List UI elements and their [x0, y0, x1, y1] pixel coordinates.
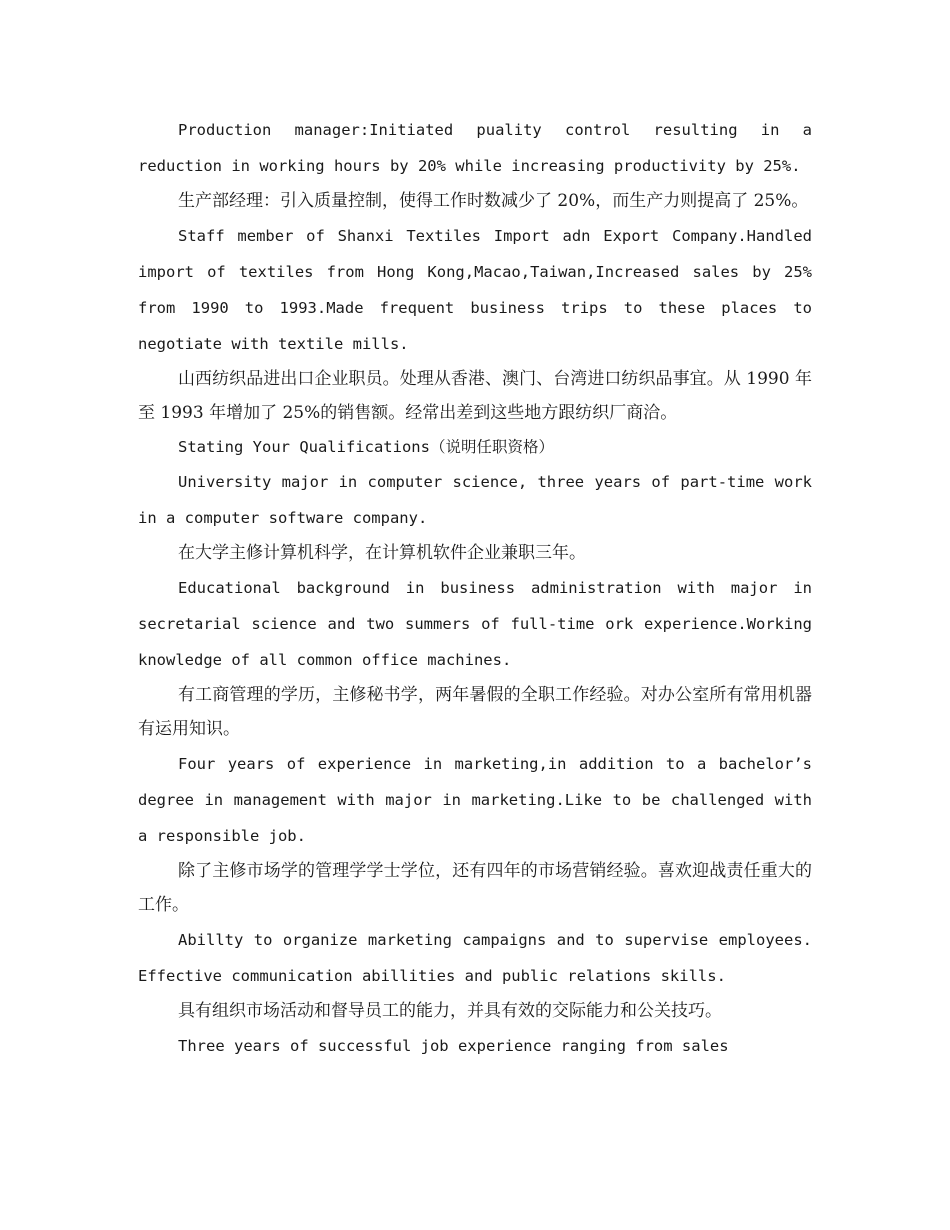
paragraph-computer-science-zh: 在大学主修计算机科学，在计算机软件企业兼职三年。 [178, 543, 586, 563]
paragraph-marketing-experience-en: Four years of experience in marketing,in addition to a bachelor’s degree in management with major in marketing.Like to be challenged with a responsible job. [138, 755, 812, 845]
paragraph-organize-campaigns-zh: 具有组织市场活动和督导员工的能力，并具有效的交际能力和公关技巧。 [178, 1001, 722, 1021]
document-body [138, 112, 812, 1064]
section-heading-qualifications: Stating Your Qualifications（说明任职资格） [178, 438, 554, 456]
paragraph-production-manager-en: Production manager:Initiated puality control resulting in a reduction in working hours by 20% while increasing productivity by 25%. [138, 121, 812, 175]
paragraph-marketing-experience-zh: 除了主修市场学的管理学学士学位，还有四年的市场营销经验。喜欢迎战责任重大的工作。 [138, 861, 812, 915]
paragraph-computer-science-en: University major in computer science, three years of part-time work in a computer software company. [138, 473, 812, 527]
paragraph-staff-member-zh: 山西纺织品进出口企业职员。处理从香港、澳门、台湾进口纺织品事宜。从 1990 年至 1993 年增加了 25%的销售额。经常出差到这些地方跟纺织厂商洽。 [138, 369, 812, 423]
paragraph-business-admin-zh: 有工商管理的学历，主修秘书学，两年暑假的全职工作经验。对办公室所有常用机器有运用知识。 [138, 685, 812, 739]
paragraph-business-admin-en: Educational background in business administration with major in secretarial science and two summers of full-time ork experience.Working knowledge of all common office machines. [138, 579, 812, 669]
paragraph-staff-member-en: Staff member of Shanxi Textiles Import adn Export Company.Handled import of textiles from Hong Kong,Macao,Taiwan,Increased sales by 25% from 1990 to 1993.Made frequent business trips to these places to negotiate with textile mills. [138, 227, 812, 353]
paragraph-organize-campaigns-en: Abillty to organize marketing campaigns and to supervise employees. Effective communication abillities and public relations skills. [138, 931, 812, 985]
paragraph-production-manager-zh: 生产部经理：引入质量控制，使得工作时数减少了 20%，而生产力则提高了 25%。 [178, 191, 809, 211]
paragraph-three-years-en: Three years of successful job experience ranging from sales [178, 1037, 729, 1055]
